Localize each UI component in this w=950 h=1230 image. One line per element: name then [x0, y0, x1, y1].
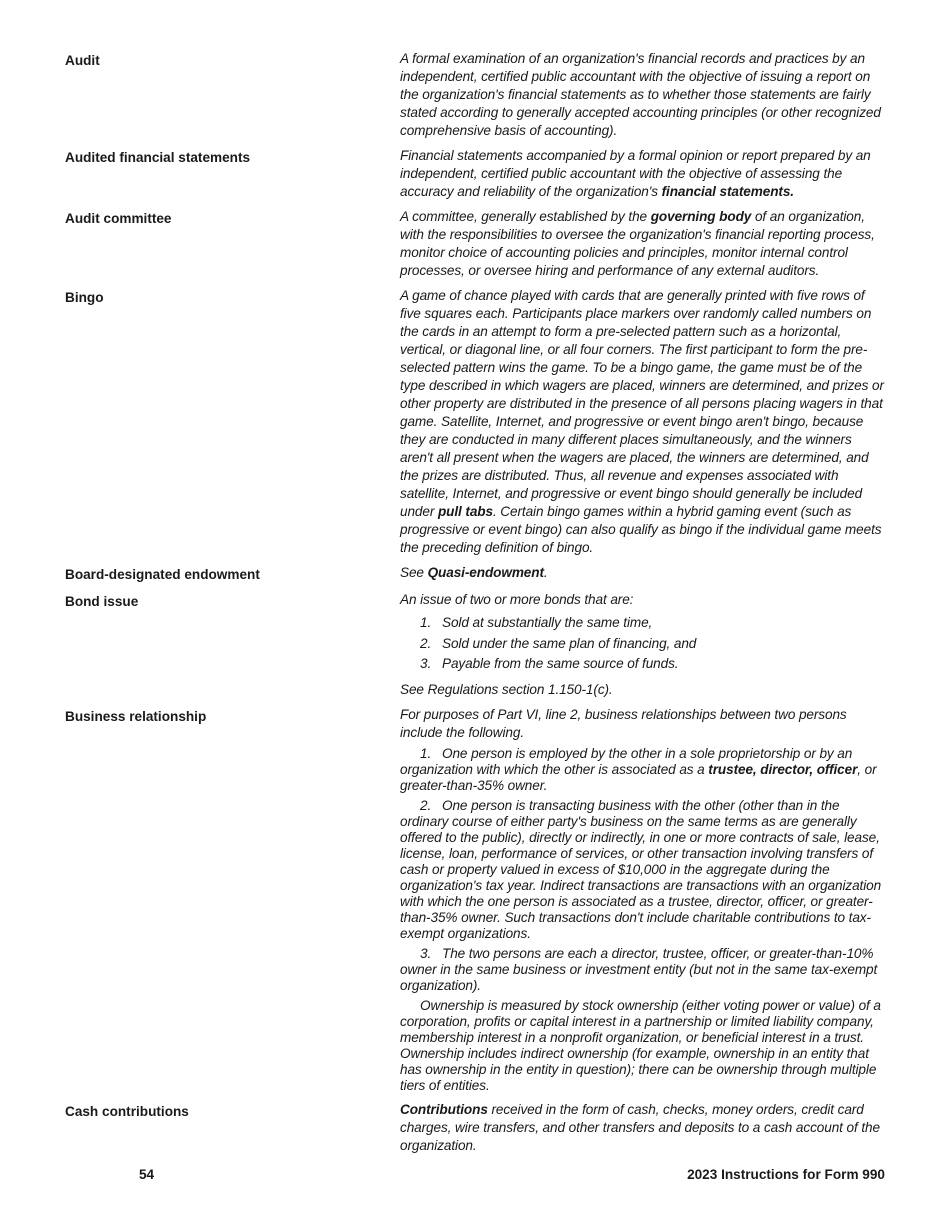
list-number: 2. — [420, 635, 432, 651]
definition — [400, 147, 885, 201]
definition — [400, 1101, 885, 1155]
term: Audit committee — [65, 211, 172, 226]
paragraph-text: One person is transacting business with the other (other than in the ordinary course of either party's business on the same terms as are generally offered to the public), directly or indirectly, in one or more contracts of sale, lease, license, loan, performance of services, or other transaction involving transfers of cash or property valued in excess of $10,000 in the aggregate during the organization's tax year. Indirect transactions are transactions with an organization with which the one person is associated as a trustee, director, officer, or greater-than-35% owner. Such transactions don't include charitable contributions to tax-exempt organizations. — [400, 797, 882, 941]
definition — [400, 706, 885, 1094]
definition-intro: For purposes of Part VI, line 2, business relationships between two persons include the following. — [400, 706, 847, 740]
definition-text: See — [400, 565, 428, 580]
numbered-paragraph — [400, 946, 885, 994]
definition-text: Financial statements accompanied by a formal opinion or report prepared by an independent, certified public accountant with the objective of assessing the accuracy and reliability of the organization's — [400, 148, 871, 199]
definition-text: A game of chance played with cards that are generally printed with five rows of five squares each. Participants place markers over randomly called numbers on the cards in an attempt to form a pre-selected pattern such as a horizontal, vertical, or diagonal line, or all four corners. The first participant to form the pre-selected pattern wins the game. To be a bingo game, the game must be of the type described in which wagers are placed, winners are determined, and prizes or other property are distributed in the presence of all persons placing wagers in that game. Satellite, Internet, and progressive or event bingo aren't bingo, because they are conducted in many different places simultaneously, and the winners aren't all present when the wagers are placed, the winners are determined, and the prizes are distributed. Thus, all revenue and expenses associated with satellite, Internet, and progressive or event bingo should generally be included under — [400, 288, 884, 519]
definition — [400, 208, 885, 280]
cross-reference: Contributions — [400, 1101, 488, 1117]
list-text: Sold under the same plan of financing, and — [442, 635, 697, 651]
definition-outro: See Regulations section 1.150-1(c). — [400, 681, 613, 697]
list-number: 3. — [420, 945, 432, 961]
glossary-entry-audited-financial-statements — [65, 147, 885, 201]
definition-text: A committee, generally established by the — [400, 209, 651, 224]
list-number: 2. — [420, 797, 432, 813]
term: Cash contributions — [65, 1103, 189, 1119]
definition-text: of an organization, with the responsibilities to oversee the organization's financial reporting process, monitor choice of accounting policies and principles, monitor internal control processes, or oversee hiring and performance of any external auditors. — [400, 209, 875, 278]
glossary-entry-bingo — [65, 287, 885, 557]
definition-text: . Certain bingo games within a hybrid gaming event (such as progressive or event bingo) can also qualify as bingo if the individual game meets the preceding definition of bingo. — [400, 504, 882, 555]
list-number: 1. — [420, 615, 432, 630]
term: Bingo — [65, 290, 104, 305]
list-item — [400, 613, 885, 634]
list-item — [400, 654, 885, 675]
numbered-paragraph — [400, 746, 885, 794]
definition-text: A formal examination of an organization's financial records and practices by an independent, certified public accountant with the objective of issuing a report on the organization's financial statements as to whether those statements are fairly stated according to generally accepted accounting principles (or other recognized comprehensive basis of accounting). — [400, 51, 881, 138]
list-text: Payable from the same source of funds. — [442, 656, 679, 671]
definition — [400, 287, 885, 557]
definition — [400, 50, 885, 140]
paragraph-text: The two persons are each a director, trustee, officer, or greater-than-10% owner in the same business or investment entity (but not in the same tax-exempt organization). — [400, 945, 878, 993]
page-footer — [0, 1167, 950, 1187]
glossary-entries — [65, 50, 885, 1162]
paragraph-text: One person is employed by the other in a sole proprietorship or by an organization with which the other is associated as a — [400, 745, 853, 777]
cross-reference: financial statements. — [661, 184, 794, 199]
term: Audited financial statements — [65, 150, 251, 165]
definition-intro: An issue of two or more bonds that are: — [400, 592, 634, 607]
definition — [400, 564, 885, 584]
numbered-list — [400, 613, 885, 675]
term: Business relationship — [65, 708, 207, 724]
glossary-entry-cash-contributions — [65, 1101, 885, 1155]
cross-reference: Quasi-endowment — [427, 565, 544, 580]
list-number: 3. — [420, 656, 432, 671]
glossary-entry-audit-committee — [65, 208, 885, 280]
paragraph-text: , or greater-than-35% owner. — [400, 761, 877, 793]
cross-reference: pull tabs — [437, 504, 493, 519]
glossary-entry-board-designated-endowment — [65, 564, 885, 584]
term: Board-designated endowment — [65, 567, 260, 582]
cross-reference: governing body — [650, 209, 752, 224]
form-title: 2023 Instructions for Form 990 — [687, 1167, 885, 1182]
definition-text: received in the form of cash, checks, money orders, credit card charges, wire transfers, and other transfers and deposits to a cash account of the organization. — [400, 1101, 880, 1153]
page-number: 54 — [139, 1167, 155, 1182]
numbered-paragraph — [400, 798, 885, 942]
term: Bond issue — [65, 594, 139, 609]
glossary-entry-bond-issue — [65, 591, 885, 699]
paragraph: Ownership is measured by stock ownership (either voting power or value) of a corporation, profits or capital interest in a partnership or limited liability company, membership interest in a nonprofit organization, or beneficial interest in a trust. Ownership includes indirect ownership (for example, ownership in an entity that has ownership in the entity in question); there can be ownership through multiple tiers of entities. — [400, 997, 881, 1093]
glossary-entry-audit — [65, 50, 885, 140]
definition — [400, 591, 885, 699]
list-text: Sold at substantially the same time, — [442, 615, 653, 630]
cross-reference: trustee, director, officer — [708, 761, 858, 777]
list-number: 1. — [420, 745, 432, 761]
glossary-entry-business-relationship — [65, 706, 885, 1094]
term: Audit — [65, 53, 100, 68]
list-item — [400, 634, 885, 655]
definition-text: . — [543, 565, 548, 580]
